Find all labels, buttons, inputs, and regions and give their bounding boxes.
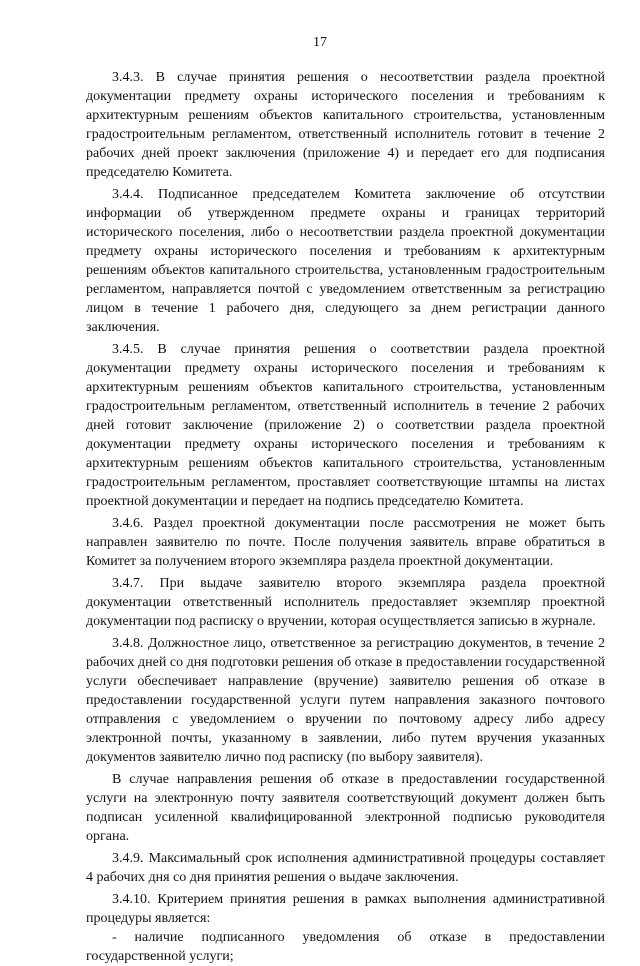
paragraph-3-4-3: 3.4.3. В случае принятия решения о несоответствии раздела проектной документации предмету охраны исторического поселения и требованиям к архитектурным решениям объектов капитального строительства, установленным градостроительным регламентом, ответственный исполнитель готовит в течение 2 рабочих дней проект заключения (приложение 4) и передает его для подписания председателю Комитета. [86, 70, 605, 180]
document-body [86, 68, 605, 966]
paragraph-3-4-5: 3.4.5. В случае принятия решения о соответствии раздела проектной документации предмету охраны исторического поселения и требованиям к архитектурным решениям объектов капитального строительства, установленным градостроительным регламентом, ответственный исполнитель в течение 2 рабочих дней готовит заключение (приложение 2) о соответствии раздела проектной документации предмету охраны исторического поселения и требованиям к архитектурным решениям объектов капитального строительства, установленным градостроительным регламентом, проставляет соответствующие штампы на листах проектной документации и передает на подпись председателю Комитета. [86, 342, 605, 509]
page-number: 17 [313, 35, 327, 50]
paragraph-3-4-9: 3.4.9. Максимальный срок исполнения административной процедуры составляет 4 рабочих дня со дня принятия решения о выдаче заключения. [86, 851, 605, 885]
list-item-criterion: - наличие подписанного уведомления об отказе в предоставлении государственной услуги; [86, 930, 605, 964]
paragraph-3-4-4: 3.4.4. Подписанное председателем Комитета заключение об отсутствии информации об утвержденном предмете охраны и границах территорий исторического поселения, либо о несоответствии раздела проектной документации предмету охраны исторического поселения и требованиям к архитектурным решениям объектов капитального строительства, установленным градостроительным регламентом, направляется почтой с уведомлением ответственным за регистрацию лицом в течение 1 рабочего дня, следующего за днем регистрации данного заключения. [86, 187, 605, 335]
paragraph-electronic-refusal: В случае направления решения об отказе в предоставлении государственной услуги на электронную почту заявителя соответствующий документ должен быть подписан усиленной квалифицированной электронной подписью руководителя органа. [86, 772, 605, 844]
paragraph-3-4-8: 3.4.8. Должностное лицо, ответственное за регистрацию документов, в течение 2 рабочих дней со дня подготовки решения об отказе в предоставлении государственной услуги обеспечивает направление (вручение) заявителю решения об отказе в предоставлении государственной услуги путем направления заказного почтового отправления с уведомлением о вручении по почтовому адресу либо адресу электронной почты, указанному в заявлении, либо путем вручения указанных документов заявителю лично под расписку (по выбору заявителя). [86, 636, 605, 765]
paragraph-3-4-10: 3.4.10. Критерием принятия решения в рамках выполнения административной процедуры является: [86, 892, 605, 926]
paragraph-3-4-6: 3.4.6. Раздел проектной документации после рассмотрения не может быть направлен заявителю по почте. После получения заявитель вправе обратиться в Комитет за получением второго экземпляра раздела проектной документации. [86, 516, 605, 569]
paragraph-3-4-7: 3.4.7. При выдаче заявителю второго экземпляра раздела проектной документации ответственный исполнитель предоставляет экземпляр проектной документации под расписку о вручении, которая осуществляется записью в журнале. [86, 576, 605, 629]
